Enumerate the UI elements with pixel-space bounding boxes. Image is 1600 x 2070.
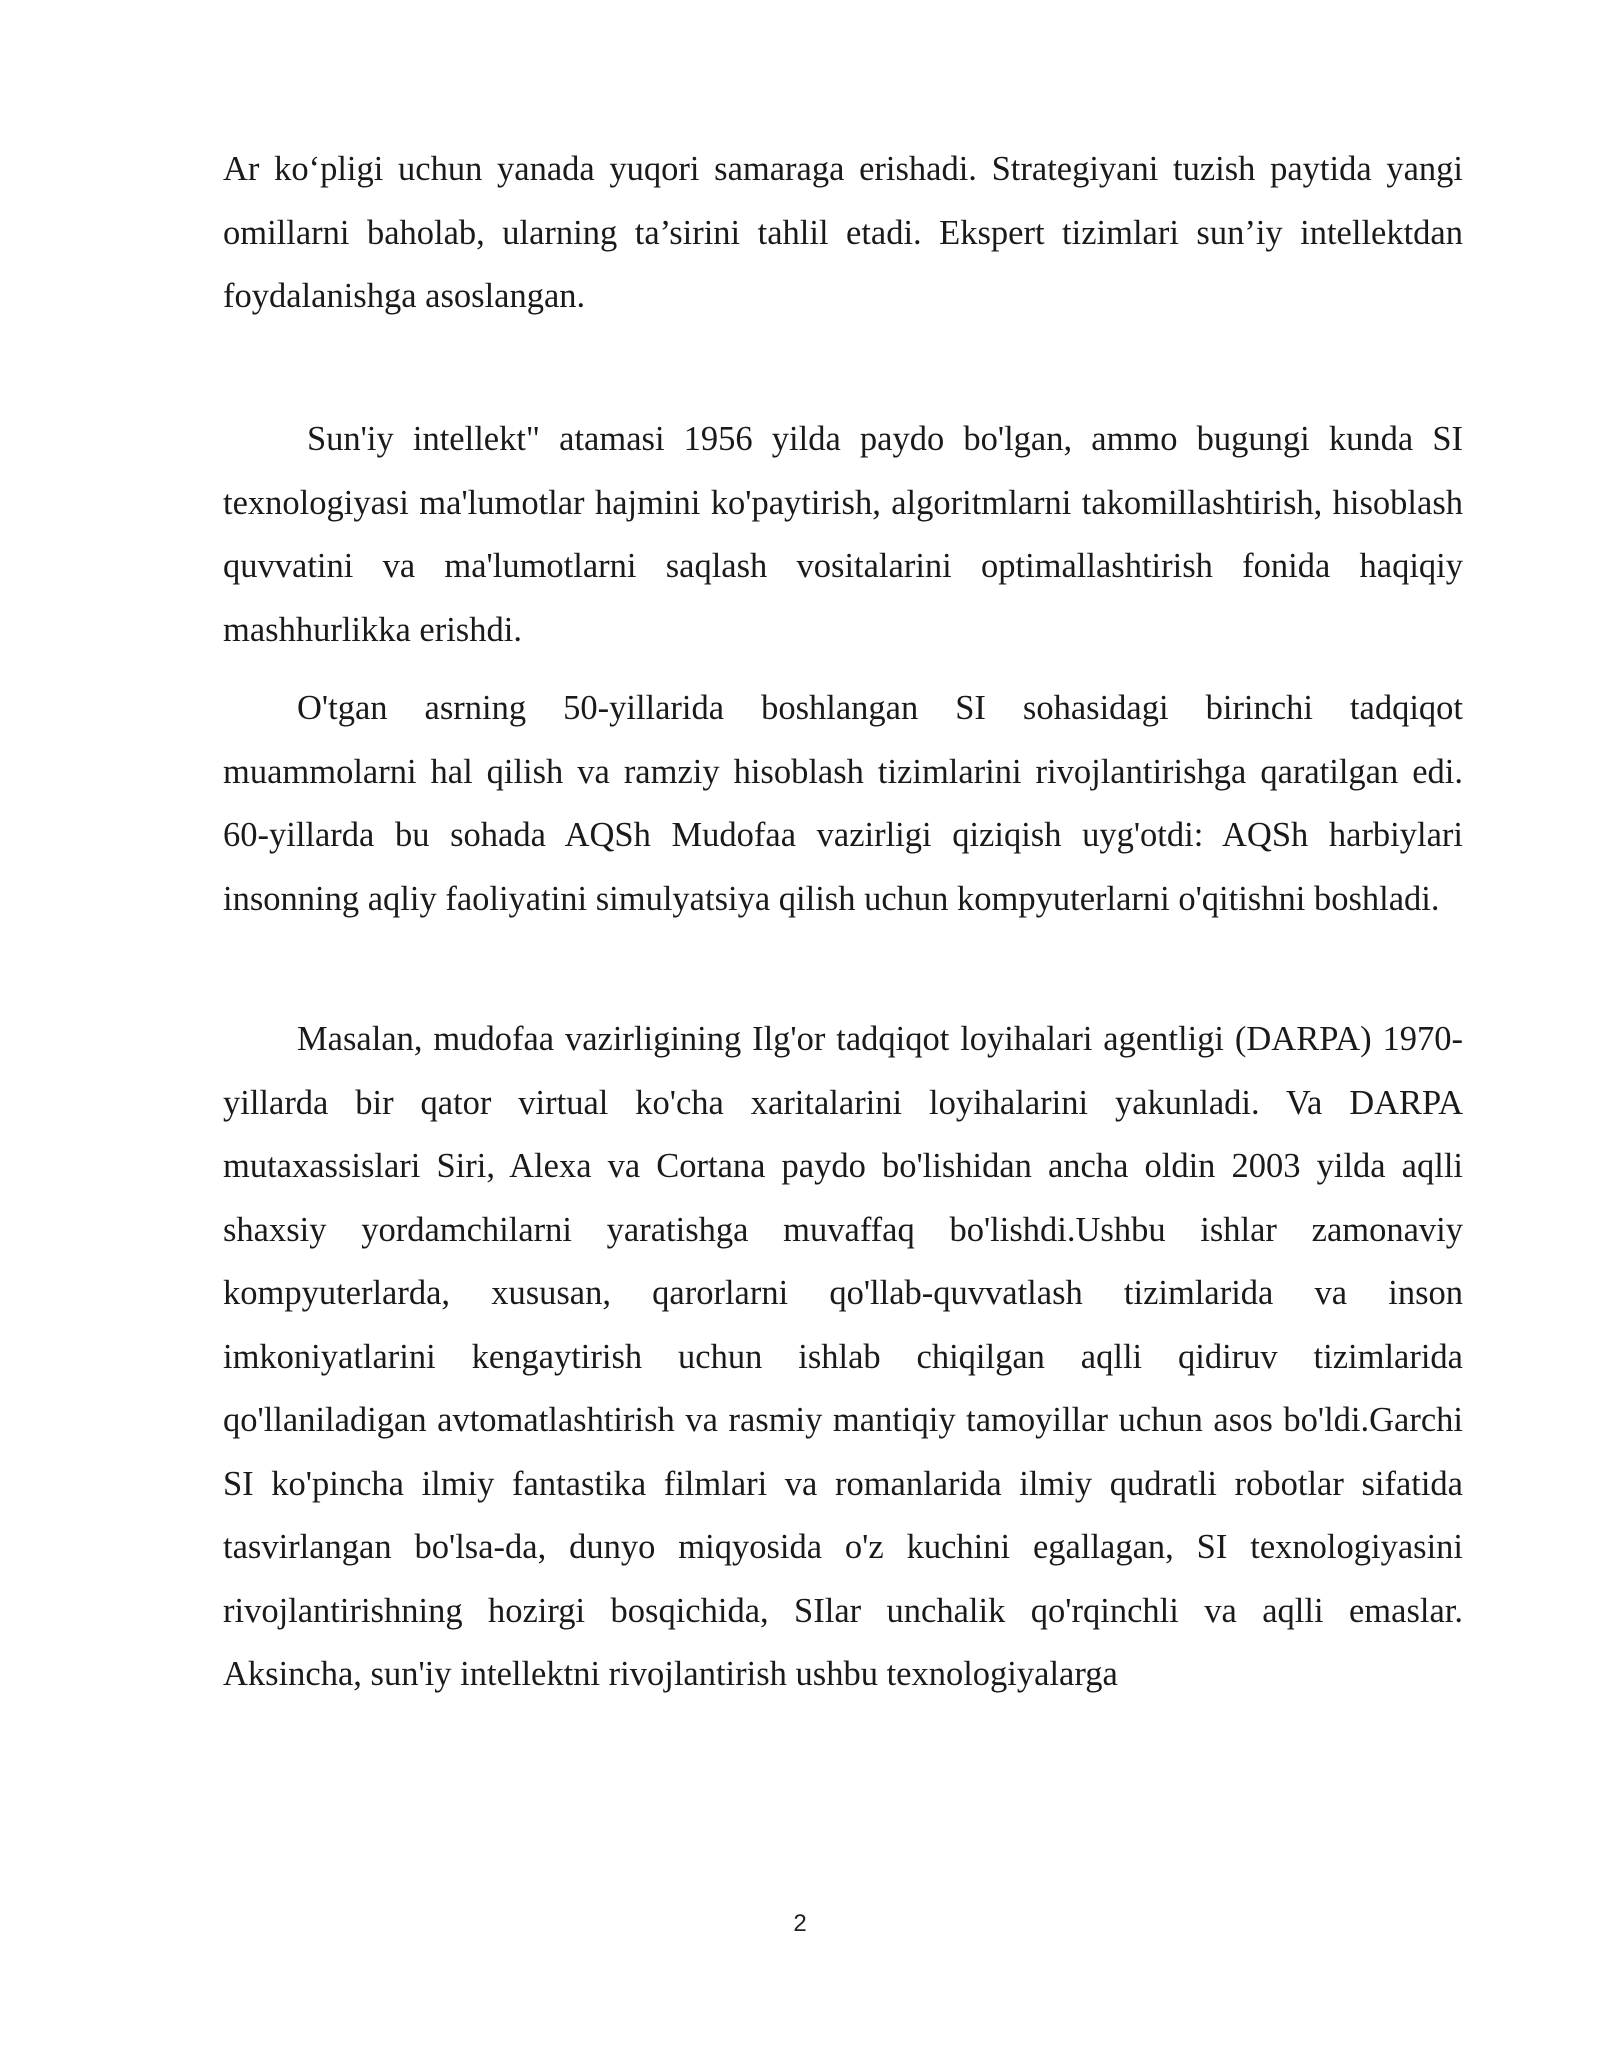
page-number: 2 bbox=[793, 1910, 807, 1937]
paragraph-4: Masalan, mudofaa vazirligining Ilg'or tadqiqot loyihalari agentligi (DARPA) 1970-yillarda bir qator virtual ko'cha xaritalarini loyihalarini yakunladi. Va DARPA mutaxassislari Siri, Alexa va Cortana paydo bo'lishidan ancha oldin 2003 yilda aqlli shaxsiy yordamchilarni yaratishga muvaffaq bo'lishdi.Ushbu ishlar zamonaviy kompyuterlarda, xususan, qarorlarni qo'llab-quvvatlash tizimlarida va inson imkoniyatlarini kengaytirish uchun ishlab chiqilgan aqlli qidiruv tizimlarida qo'llaniladigan avtomatlashtirish va rasmiy mantiqiy tamoyillar uchun asos bo'ldi.Garchi SI ko'pincha ilmiy fantastika filmlari va romanlarida ilmiy qudratli robotlar sifatida tasvirlangan bo'lsa-da, dunyo miqyosida o'z kuchini egallagan, SI texnologiyasini rivojlantirishning hozirgi bosqichida, SIlar unchalik qo'rqinchli va aqlli emaslar. Aksincha, sun'iy intellektni rivojlantirish ushbu texnologiyalarga bbox=[223, 1020, 1463, 1693]
paragraph-2: Sun'iy intellekt" atamasi 1956 yilda paydo bo'lgan, ammo bugungi kunda SI texnologiyasi ma'lumotlar hajmini ko'paytirish, algoritmlarni takomillashtirish, hisoblash quvvatini va ma'lumotlarni saqlash vositalarini optimallashtirish fonida haqiqiy mashhurlikka erishdi. bbox=[223, 420, 1463, 649]
paragraph-1: Ar ko‘pligi uchun yanada yuqori samaraga erishadi. Strategiyani tuzish paytida yangi omillarni baholab, ularning ta’sirini tahlil etadi. Ekspert tizimlari sun’iy intellektdan foydalanishga asoslangan. bbox=[223, 150, 1463, 315]
paragraph-3: O'tgan asrning 50-yillarida boshlangan SI sohasidagi birinchi tadqiqot muammolarni hal qilish va ramziy hisoblash tizimlarini rivojlantirishga qaratilgan edi. 60-yillarda bu sohada AQSh Mudofaa vazirligi qiziqish uyg'otdi: AQSh harbiylari insonning aqliy faoliyatini simulyatsiya qilish uchun kompyuterlarni o'qitishni boshladi. bbox=[223, 689, 1463, 918]
